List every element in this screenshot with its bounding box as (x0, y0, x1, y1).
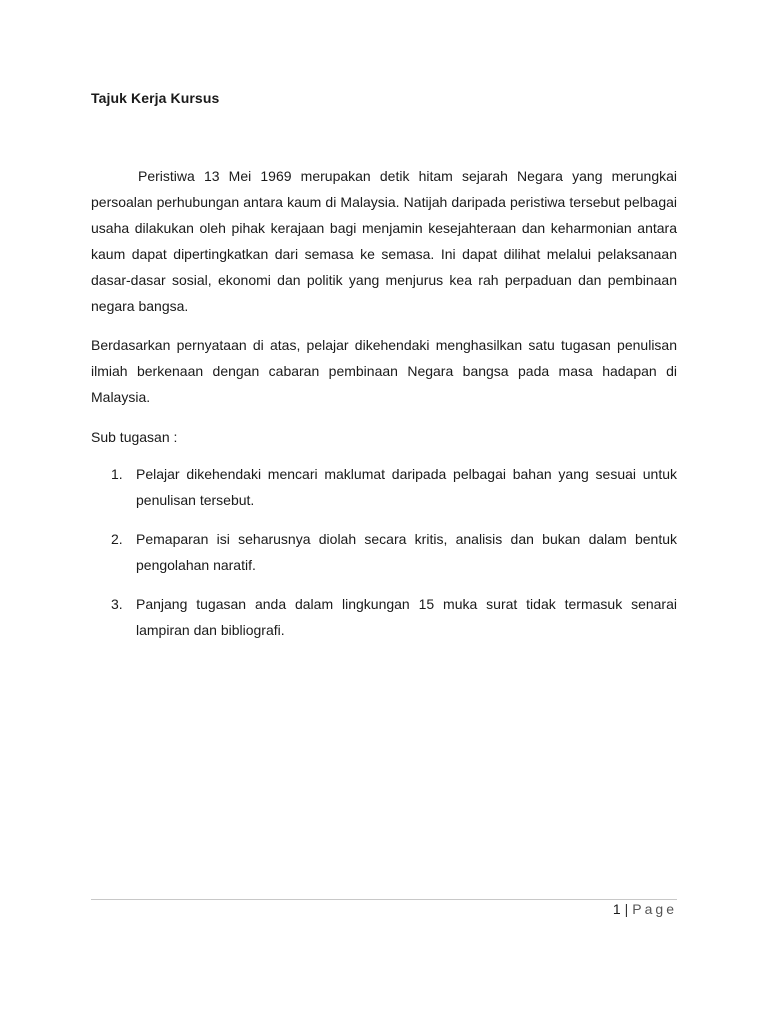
list-item-number: 2. (111, 531, 123, 547)
paragraph-task: Berdasarkan pernyataan di atas, pelajar dikehendaki menghasilkan satu tugasan penulisan ilmiah berkenaan dengan cabaran pembinaan Negara bangsa pada masa hadapan di Malaysia. (91, 337, 677, 405)
page-separator: | (624, 901, 629, 917)
list-item (91, 461, 677, 513)
document-title: Tajuk Kerja Kursus (91, 90, 220, 106)
list-item (91, 526, 677, 578)
footer-divider (91, 899, 677, 900)
page-label: Page (632, 901, 677, 917)
sub-task-heading: Sub tugasan : (91, 429, 178, 445)
page-footer (613, 900, 677, 918)
list-item (91, 591, 677, 643)
list-item-text: Pemaparan isi seharusnya diolah secara kritis, analisis dan bukan dalam bentuk pengolahan naratif. (136, 531, 677, 573)
list-item-number: 1. (111, 466, 123, 482)
list-item-number: 3. (111, 596, 123, 612)
list-item-text: Panjang tugasan anda dalam lingkungan 15 muka surat tidak termasuk senarai lampiran dan bibliografi. (136, 596, 677, 638)
sub-task-list (91, 461, 677, 656)
list-item-text: Pelajar dikehendaki mencari maklumat daripada pelbagai bahan yang sesuai untuk penulisan tersebut. (136, 466, 677, 508)
paragraph-intro: Peristiwa 13 Mei 1969 merupakan detik hitam sejarah Negara yang merungkai persoalan perhubungan antara kaum di Malaysia. Natijah daripada peristiwa tersebut pelbagai usaha dilakukan oleh pihak kerajaan bagi menjamin kesejahteraan dan keharmonian antara kaum dapat dipertingkatkan dari semasa ke semasa. Ini dapat dilihat melalui pelaksanaan dasar-dasar sosial, ekonomi dan politik yang menjurus kea rah perpaduan dan pembinaan negara bangsa. (91, 168, 677, 314)
page-number: 1 (612, 901, 621, 917)
